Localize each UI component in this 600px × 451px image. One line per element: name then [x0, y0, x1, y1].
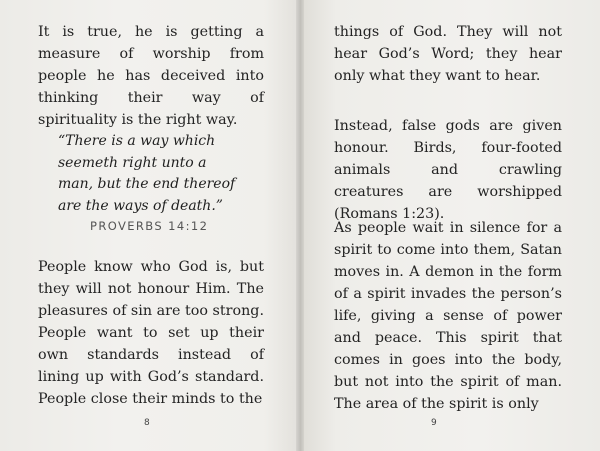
book-gutter	[296, 0, 304, 451]
right-page-number: 9	[431, 418, 437, 428]
left-paragraph-2: People know who God is, but they will not honour Him. The pleasures of sin are too strong. People want to set up their own standards instead of lining up with God’s standard. People close their minds to the	[38, 259, 264, 407]
left-page-number: 8	[144, 418, 150, 428]
left-paragraph-1: It is true, he is getting a measure of worship from people he has deceived into thinking their way of spirituality is the right way.	[38, 24, 264, 128]
scripture-quote: “There is a way which seemeth right unto a man, but the end thereof are the ways of death.”	[58, 133, 236, 214]
right-page	[300, 0, 600, 451]
right-paragraph-2: Instead, false gods are given honour. Birds, four-footed animals and crawling creatures are worshipped (Romans 1:23).	[334, 118, 562, 222]
right-paragraph-1: things of God. They will not hear God’s Word; they hear only what they want to hear.	[334, 24, 562, 84]
right-paragraph-3: As people wait in silence for a spirit to come into them, Satan moves in. A demon in the form of a spirit invades the person’s life, giving a sense of power and peace. This spirit that comes in goes into the body, but not into the spirit of man. The area of the spirit is only	[334, 220, 562, 412]
quote-reference: PROVERBS 14:12	[90, 219, 209, 233]
